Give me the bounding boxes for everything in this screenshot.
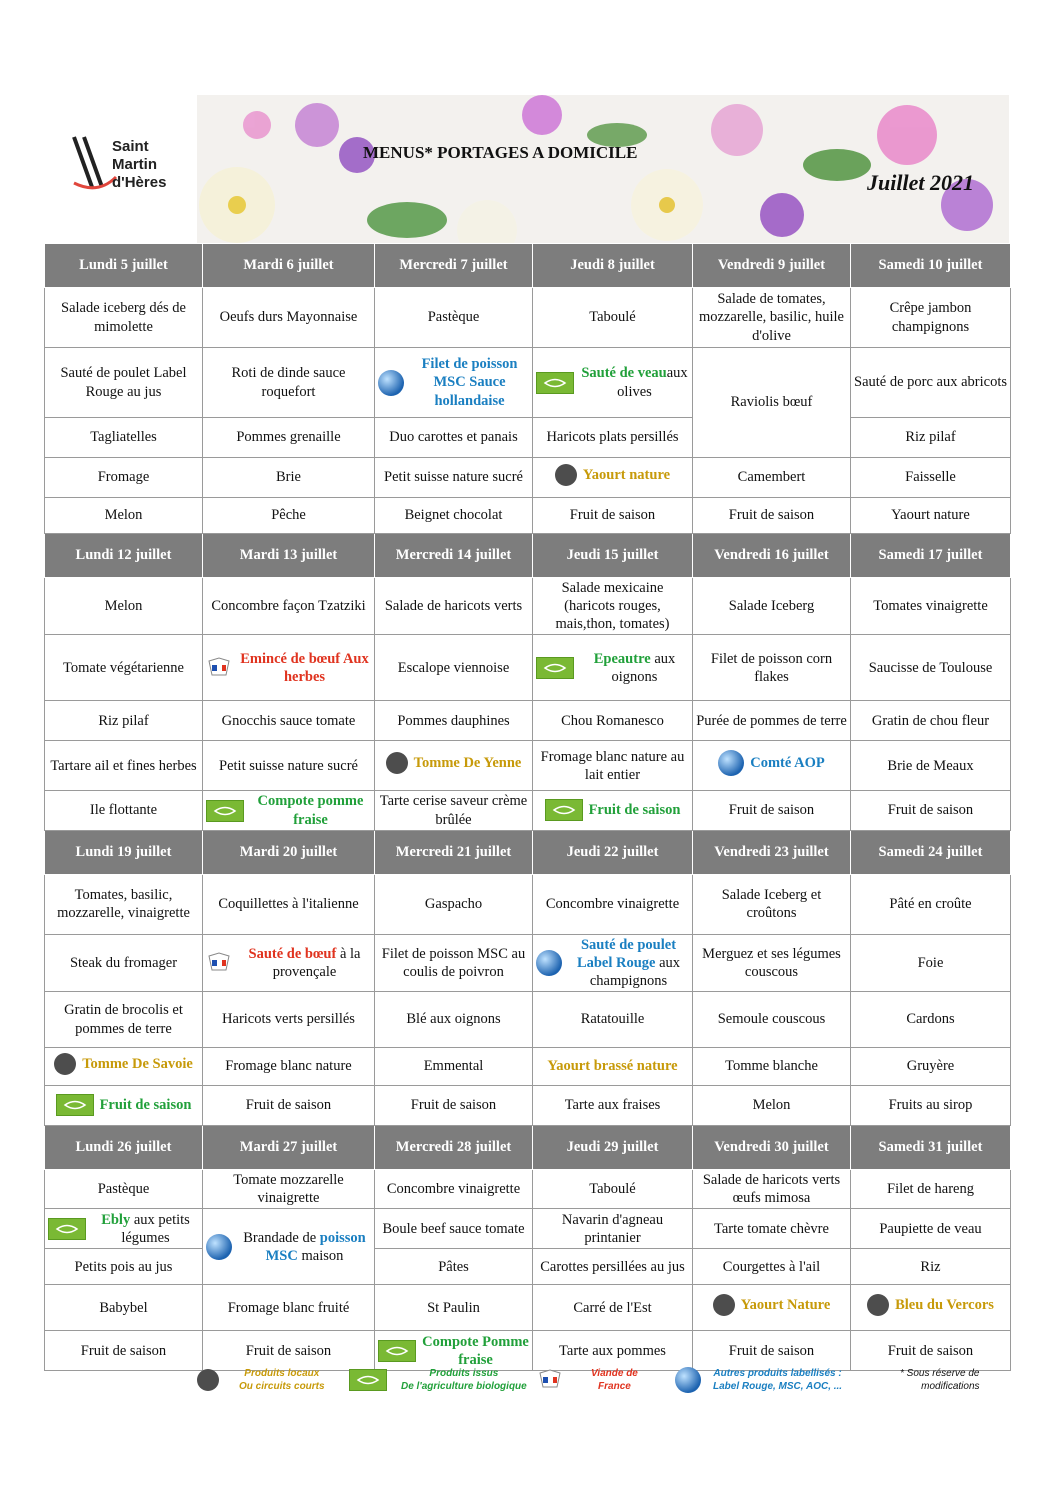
day-header: Mardi 6 juillet	[203, 244, 375, 288]
menu-cell	[375, 741, 533, 791]
menu-cell: Boule beef sauce tomate	[375, 1209, 533, 1249]
menu-cell: Saucisse de Toulouse	[851, 635, 1011, 701]
menu-cell: Ratatouille	[533, 992, 693, 1048]
menu-item-part: Yaourt nature	[582, 466, 671, 483]
menu-cell: Crêpe jambon champignons	[851, 288, 1011, 348]
menu-cell	[45, 1086, 203, 1126]
day-header: Jeudi 8 juillet	[533, 244, 693, 288]
day-header-row	[45, 534, 1011, 578]
svg-text:Martin: Martin	[112, 156, 157, 173]
menu-item-part: maison	[297, 1247, 344, 1264]
menu-cell	[533, 635, 693, 701]
day-header-row	[45, 1126, 1011, 1170]
menu-cell: Gruyère	[851, 1048, 1011, 1086]
labelled-item	[378, 1333, 529, 1369]
menu-cell: Escalope viennoise	[375, 635, 533, 701]
menu-cell: Sauté de poulet Label Rouge au jus	[45, 348, 203, 418]
menu-cell	[45, 1048, 203, 1086]
menu-cell: Salade mexicaine (haricots rouges, mais,thon, tomates)	[533, 578, 693, 635]
menu-cell: Sauté de porc aux abricots	[851, 348, 1011, 418]
menu-cell: Tomate végétarienne	[45, 635, 203, 701]
menu-item-part: Bleu du Vercors	[895, 1297, 994, 1314]
menu-cell: Pastèque	[45, 1170, 203, 1209]
menu-cell: Pêche	[203, 498, 375, 534]
svg-text:d'Hères: d'Hères	[112, 174, 167, 191]
menu-cell: Brie de Meaux	[851, 741, 1011, 791]
menu-cell: Raviolis bœuf	[693, 348, 851, 458]
menu-cell: Oeufs durs Mayonnaise	[203, 288, 375, 348]
menu-item-text	[589, 801, 681, 819]
labelled-item	[545, 799, 681, 821]
organic-leaf-icon	[56, 1094, 94, 1116]
day-header-row	[45, 830, 1011, 874]
menu-cell: Fromage blanc fruité	[203, 1285, 375, 1331]
menu-cell: Duo carottes et panais	[375, 418, 533, 458]
menu-row	[45, 635, 1011, 701]
menu-row	[45, 1331, 1011, 1371]
menu-cell: Fruit de saison	[693, 1331, 851, 1371]
day-header: Lundi 26 juillet	[45, 1126, 203, 1170]
local-product-icon	[555, 464, 577, 486]
day-header: Samedi 31 juillet	[851, 1126, 1011, 1170]
menu-row	[45, 498, 1011, 534]
menu-item-text	[238, 945, 371, 981]
labelled-item	[536, 364, 689, 400]
menu-item-part: Sauté de veau	[581, 365, 667, 382]
quality-label-icon	[206, 1234, 232, 1260]
menu-cell: Salade iceberg dés de mimolette	[45, 288, 203, 348]
menu-row	[45, 791, 1011, 830]
menu-cell: Faisselle	[851, 458, 1011, 498]
menu-cell: Paupiette de veau	[851, 1209, 1011, 1249]
menu-cell: Fruit de saison	[851, 1331, 1011, 1371]
labelled-item	[713, 1294, 831, 1316]
menu-cell	[693, 741, 851, 791]
menu-cell: Taboulé	[533, 288, 693, 348]
menu-row	[45, 1249, 1011, 1285]
menu-cell: Foie	[851, 934, 1011, 991]
menu-item-text	[547, 1057, 677, 1075]
menu-cell: Tagliatelles	[45, 418, 203, 458]
menu-row	[45, 348, 1011, 418]
local-product-icon	[867, 1294, 889, 1316]
menu-cell	[203, 791, 375, 830]
menu-cell: Tomme blanche	[693, 1048, 851, 1086]
menu-row	[45, 741, 1011, 791]
menu-item-text	[750, 754, 825, 772]
menu-item-text	[580, 364, 689, 400]
menu-cell: Fruit de saison	[533, 498, 693, 534]
menu-item-part: Yaourt Nature	[740, 1297, 831, 1314]
menu-row	[45, 701, 1011, 741]
menu-cell: Cardons	[851, 992, 1011, 1048]
menu-cell: Carré de l'Est	[533, 1285, 693, 1331]
quality-label-icon	[536, 950, 562, 976]
page-header	[45, 95, 1009, 243]
local-product-icon	[386, 752, 408, 774]
menu-item-text	[82, 1055, 193, 1073]
day-header: Samedi 17 juillet	[851, 534, 1011, 578]
menu-row	[45, 578, 1011, 635]
menu-item-part: Tomme De Yenne	[413, 755, 522, 772]
menu-row	[45, 288, 1011, 348]
menu-cell: Filet de hareng	[851, 1170, 1011, 1209]
menu-item-text	[414, 754, 522, 772]
menu-cell	[533, 458, 693, 498]
day-header: Vendredi 23 juillet	[693, 830, 851, 874]
menu-cell	[375, 1331, 533, 1371]
france-flag-icon	[537, 1369, 563, 1391]
menu-row	[45, 1285, 1011, 1331]
france-flag-icon	[206, 657, 232, 679]
organic-leaf-icon	[536, 657, 574, 679]
menu-cell: Chou Romanesco	[533, 701, 693, 741]
menu-item-text	[410, 355, 529, 409]
menu-cell: Petit suisse nature sucré	[375, 458, 533, 498]
menu-cell: Brie	[203, 458, 375, 498]
menu-cell: Tomates vinaigrette	[851, 578, 1011, 635]
menu-row	[45, 1086, 1011, 1126]
menu-cell	[375, 348, 533, 418]
menu-cell	[851, 1285, 1011, 1331]
menu-cell: Concombre vinaigrette	[533, 874, 693, 934]
menu-cell: Petits pois au jus	[45, 1249, 203, 1285]
day-header: Jeudi 15 juillet	[533, 534, 693, 578]
menu-cell	[203, 1209, 375, 1285]
menu-cell: Blé aux oignons	[375, 992, 533, 1048]
menu-cell: Gratin de brocolis et pommes de terre	[45, 992, 203, 1048]
labelled-item	[867, 1294, 994, 1316]
legend-label	[675, 1367, 842, 1393]
labelled-item	[206, 1229, 371, 1265]
menu-cell: Fruit de saison	[203, 1331, 375, 1371]
menu-row	[45, 934, 1011, 991]
menu-table	[44, 243, 1011, 1371]
menu-cell: Tarte tomate chèvre	[693, 1209, 851, 1249]
menu-item-part: Tomme De Savoie	[82, 1055, 193, 1072]
labelled-item	[386, 752, 522, 774]
day-header: Samedi 10 juillet	[851, 244, 1011, 288]
menu-cell: Ile flottante	[45, 791, 203, 830]
menu-cell: Purée de pommes de terre	[693, 701, 851, 741]
menu-cell: Beignet chocolat	[375, 498, 533, 534]
day-header: Vendredi 30 juillet	[693, 1126, 851, 1170]
menu-cell: Tartare ail et fines herbes	[45, 741, 203, 791]
menu-cell: Yaourt nature	[851, 498, 1011, 534]
menu-cell: Tomates, basilic, mozzarelle, vinaigrette	[45, 874, 203, 934]
labelled-item	[54, 1053, 193, 1075]
legend-france-text: Viande de France	[591, 1368, 638, 1392]
menu-cell: Fromage blanc nature au lait entier	[533, 741, 693, 791]
day-header: Samedi 24 juillet	[851, 830, 1011, 874]
menu-row	[45, 992, 1011, 1048]
menu-cell	[533, 1048, 693, 1086]
menu-cell: Tomate mozzarelle vinaigrette	[203, 1170, 375, 1209]
menu-cell: Petit suisse nature sucré	[203, 741, 375, 791]
menu-cell: Pâtes	[375, 1249, 533, 1285]
local-product-icon	[54, 1053, 76, 1075]
menu-cell: Courgettes à l'ail	[693, 1249, 851, 1285]
menu-cell: Pâté en croûte	[851, 874, 1011, 934]
day-header: Mercredi 7 juillet	[375, 244, 533, 288]
menu-cell: Fruit de saison	[45, 1331, 203, 1371]
labelled-item	[206, 650, 371, 686]
menu-cell: Riz pilaf	[851, 418, 1011, 458]
day-header: Vendredi 9 juillet	[693, 244, 851, 288]
menu-cell: Salade Iceberg	[693, 578, 851, 635]
city-logo	[60, 105, 186, 223]
local-product-icon	[197, 1369, 219, 1391]
menu-item-part: Sauté de bœuf	[248, 945, 337, 962]
menu-item-part: Fruit de saison	[99, 1096, 192, 1113]
month-label: Juillet 2021	[867, 170, 974, 195]
local-product-icon	[713, 1294, 735, 1316]
day-header: Mardi 27 juillet	[203, 1126, 375, 1170]
menu-item-part: Fruit de saison	[588, 801, 681, 818]
organic-leaf-icon	[349, 1369, 387, 1391]
menu-cell: Babybel	[45, 1285, 203, 1331]
menu-item-part: à la provençale	[272, 945, 361, 980]
menu-item-text	[583, 466, 670, 484]
menu-cell: Carottes persillées au jus	[533, 1249, 693, 1285]
menu-cell: Melon	[693, 1086, 851, 1126]
menu-cell: Gnocchis sauce tomate	[203, 701, 375, 741]
legend-france	[537, 1367, 638, 1393]
menu-cell: Navarin d'agneau printanier	[533, 1209, 693, 1249]
menu-item-part: Compote Pomme fraise	[422, 1333, 529, 1368]
menu-cell: Salade de tomates, mozzarelle, basilic, huile d'olive	[693, 288, 851, 348]
menu-cell: Salade de haricots verts œufs mimosa	[693, 1170, 851, 1209]
menu-cell: Melon	[45, 498, 203, 534]
menu-cell: Fruit de saison	[851, 791, 1011, 830]
organic-leaf-icon	[536, 372, 574, 394]
day-header: Vendredi 16 juillet	[693, 534, 851, 578]
menu-cell: Gaspacho	[375, 874, 533, 934]
menu-item-part: Filet de poisson MSC Sauce hollandaise	[421, 356, 518, 409]
labelled-item	[555, 464, 670, 486]
labelled-item	[547, 1057, 677, 1075]
menu-item-text	[250, 792, 371, 828]
menu-cell: Fromage	[45, 458, 203, 498]
menu-item-part: Emincé de bœuf Aux herbes	[240, 650, 369, 685]
menu-cell: Riz pilaf	[45, 701, 203, 741]
menu-cell	[533, 934, 693, 991]
organic-leaf-icon	[545, 799, 583, 821]
menu-item-part: Sauté de poulet Label Rouge	[576, 936, 677, 971]
menu-cell	[693, 1285, 851, 1331]
menu-row	[45, 1048, 1011, 1086]
menu-cell: Pommes dauphines	[375, 701, 533, 741]
menu-cell: Merguez et ses légumes couscous	[693, 934, 851, 991]
day-header: Jeudi 29 juillet	[533, 1126, 693, 1170]
menu-cell: Haricots verts persillés	[203, 992, 375, 1048]
legend	[197, 1367, 1017, 1407]
labelled-item	[206, 945, 371, 981]
menu-cell: Roti de dinde sauce roquefort	[203, 348, 375, 418]
labelled-item	[56, 1094, 192, 1116]
menu-cell	[203, 635, 375, 701]
menu-item-part: poisson MSC	[265, 1229, 366, 1264]
menu-cell	[533, 348, 693, 418]
day-header: Mercredi 14 juillet	[375, 534, 533, 578]
day-header: Jeudi 22 juillet	[533, 830, 693, 874]
menu-cell: Melon	[45, 578, 203, 635]
menu-cell: Pastèque	[375, 288, 533, 348]
menu-cell: Salade Iceberg et croûtons	[693, 874, 851, 934]
menu-cell	[533, 791, 693, 830]
menu-item-part: aux petits légumes	[121, 1211, 190, 1246]
day-header: Mardi 20 juillet	[203, 830, 375, 874]
footnote: * Sous réserve de modifications	[900, 1368, 980, 1392]
menu-item-text	[895, 1296, 994, 1314]
labelled-item	[718, 750, 825, 776]
flower-banner	[197, 95, 1009, 243]
menu-row	[45, 1209, 1011, 1249]
menu-cell: Steak du fromager	[45, 934, 203, 991]
menu-item-part: aux champignons	[589, 954, 681, 989]
menu-cell: Pommes grenaille	[203, 418, 375, 458]
svg-text:Saint: Saint	[112, 138, 149, 155]
menu-cell: Camembert	[693, 458, 851, 498]
menu-item-text	[568, 936, 689, 990]
menu-cell: Fruits au sirop	[851, 1086, 1011, 1126]
menu-item-part: Epeautre	[593, 650, 651, 667]
legend-bio-text: Produits issus De l'agriculture biologique	[401, 1368, 527, 1392]
menu-cell: Fruit de saison	[693, 498, 851, 534]
menu-cell	[45, 1209, 203, 1249]
day-header: Lundi 5 juillet	[45, 244, 203, 288]
quality-label-icon	[675, 1367, 701, 1393]
menu-item-text	[238, 650, 371, 686]
menu-item-part: aux olives	[617, 365, 688, 400]
menu-item-part: Brandade de	[243, 1229, 320, 1246]
labelled-item	[206, 792, 371, 828]
organic-leaf-icon	[48, 1218, 86, 1240]
menu-cell: Emmental	[375, 1048, 533, 1086]
menu-cell: Filet de poisson corn flakes	[693, 635, 851, 701]
menu-cell: Tarte cerise saveur crème brûlée	[375, 791, 533, 830]
menu-cell: Coquillettes à l'italienne	[203, 874, 375, 934]
quality-label-icon	[718, 750, 744, 776]
menu-item-part: Comté AOP	[750, 755, 825, 772]
menu-item-part: Ebly	[101, 1211, 131, 1228]
menu-row	[45, 874, 1011, 934]
day-header: Lundi 19 juillet	[45, 830, 203, 874]
menu-cell: Fruit de saison	[693, 791, 851, 830]
legend-bio	[349, 1367, 527, 1393]
menu-item-part: Compote pomme fraise	[257, 793, 364, 828]
labelled-item	[536, 650, 689, 686]
page-title: MENUS* PORTAGES A DOMICILE	[363, 143, 638, 162]
menu-cell: Tarte aux fraises	[533, 1086, 693, 1126]
day-header: Mardi 13 juillet	[203, 534, 375, 578]
menu-item-part: Yaourt brassé nature	[547, 1058, 678, 1075]
menu-item-text	[580, 650, 689, 686]
menu-cell: Taboulé	[533, 1170, 693, 1209]
day-header: Lundi 12 juillet	[45, 534, 203, 578]
menu-cell: St Paulin	[375, 1285, 533, 1331]
legend-label-text: Autres produits labellisés : Label Rouge, MSC, AOC, ...	[713, 1368, 843, 1392]
menu-row	[45, 418, 1011, 458]
quality-label-icon	[378, 370, 404, 396]
menu-item-text	[92, 1211, 199, 1247]
day-header-row	[45, 244, 1011, 288]
menu-cell: Semoule couscous	[693, 992, 851, 1048]
menu-cell: Concombre façon Tzatziki	[203, 578, 375, 635]
menu-cell: Salade de haricots verts	[375, 578, 533, 635]
menu-item-text	[238, 1229, 371, 1265]
menu-cell	[203, 934, 375, 991]
labelled-item	[378, 355, 529, 409]
menu-cell: Fromage blanc nature	[203, 1048, 375, 1086]
menu-cell: Fruit de saison	[203, 1086, 375, 1126]
organic-leaf-icon	[206, 800, 244, 822]
legend-local-text: Produits locaux Ou circuits courts	[239, 1368, 325, 1392]
menu-cell: Tarte aux pommes	[533, 1331, 693, 1371]
menu-cell: Filet de poisson MSC au coulis de poivron	[375, 934, 533, 991]
france-flag-icon	[206, 952, 232, 974]
menu-item-part: aux oignons	[611, 650, 676, 685]
day-header: Mercredi 28 juillet	[375, 1126, 533, 1170]
menu-cell: Fruit de saison	[375, 1086, 533, 1126]
labelled-item	[48, 1211, 199, 1247]
menu-row	[45, 458, 1011, 498]
menu-cell: Haricots plats persillés	[533, 418, 693, 458]
menu-item-text	[741, 1296, 831, 1314]
menu-cell: Concombre vinaigrette	[375, 1170, 533, 1209]
menu-cell: Riz	[851, 1249, 1011, 1285]
menu-row	[45, 1170, 1011, 1209]
menu-item-text	[422, 1333, 529, 1369]
legend-local	[197, 1367, 325, 1393]
menu-cell: Gratin de chou fleur	[851, 701, 1011, 741]
organic-leaf-icon	[378, 1340, 416, 1362]
labelled-item	[536, 936, 689, 990]
menu-item-text	[100, 1096, 192, 1114]
day-header: Mercredi 21 juillet	[375, 830, 533, 874]
